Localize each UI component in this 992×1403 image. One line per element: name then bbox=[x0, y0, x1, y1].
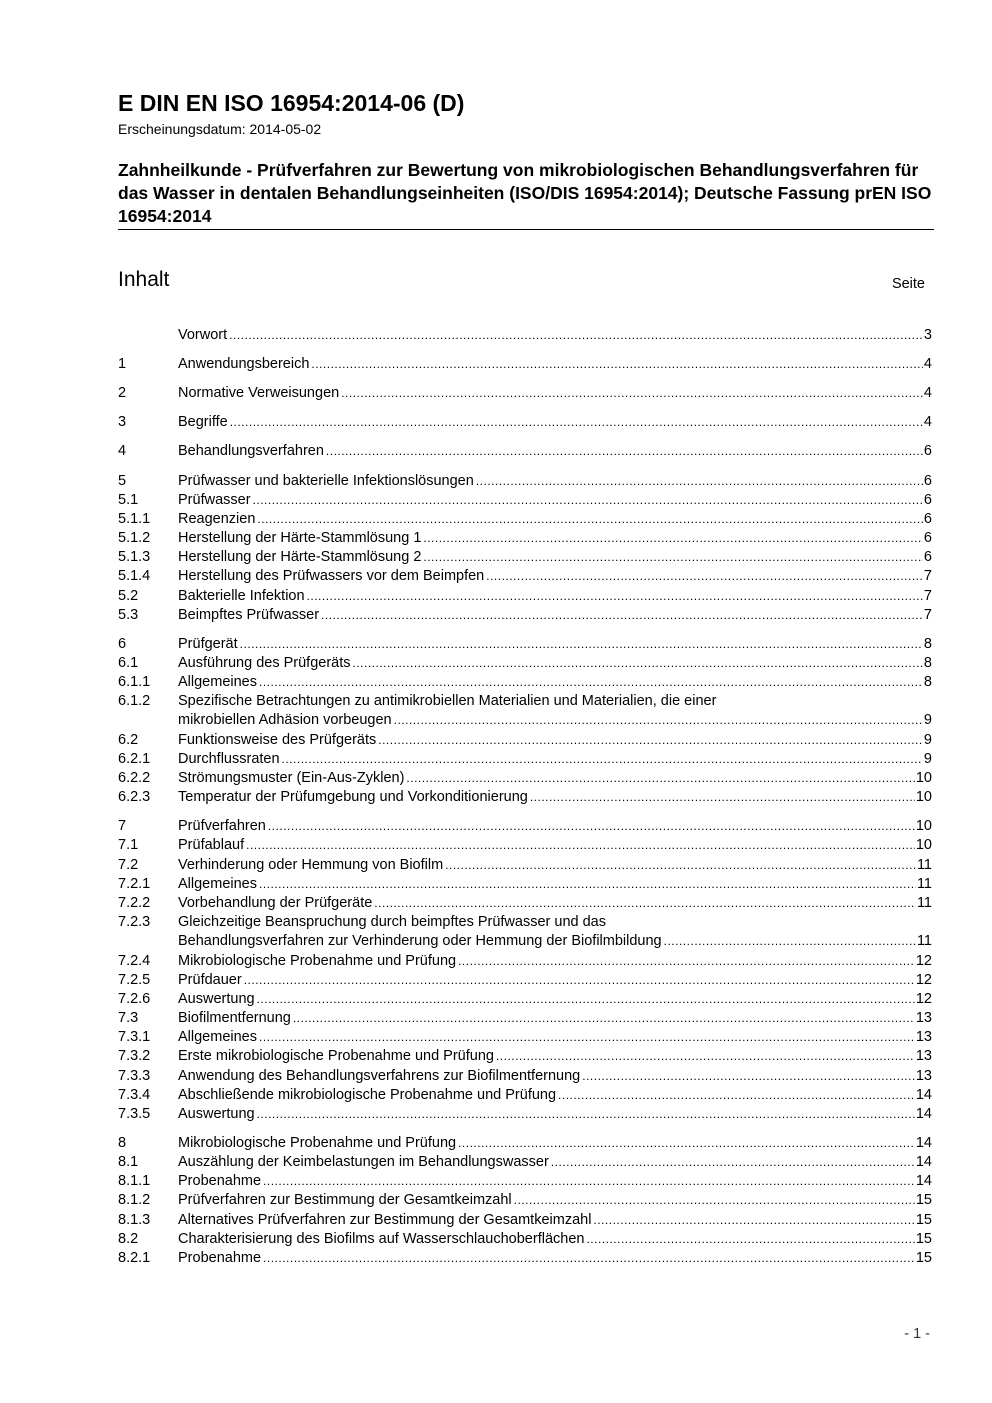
toc-entry[interactable] bbox=[118, 510, 932, 529]
toc-entry-number: 8.2.1 bbox=[118, 1250, 151, 1266]
dot-leader bbox=[353, 654, 923, 673]
toc-entry[interactable] bbox=[118, 1191, 932, 1210]
toc-entry-page: 4 bbox=[923, 414, 932, 430]
toc-entry-label: Herstellung der Härte-Stammlösung 1 bbox=[178, 530, 422, 546]
toc-entry-page: 6 bbox=[923, 473, 932, 489]
toc-entry-page: 7 bbox=[923, 588, 932, 604]
toc-entry-number: 7.2.2 bbox=[118, 895, 151, 911]
toc-entry[interactable] bbox=[118, 894, 932, 913]
toc-entry-number: 7.3.2 bbox=[118, 1048, 151, 1064]
toc-entry[interactable] bbox=[118, 548, 932, 567]
toc-entry[interactable] bbox=[118, 1211, 932, 1230]
toc-entry-label-line1: Spezifische Betrachtungen zu antimikrobiellen Materialien und Materialien, die einer bbox=[178, 693, 717, 709]
toc-entry-page: 15 bbox=[915, 1212, 932, 1228]
toc-entry-label: Auswertung bbox=[178, 991, 255, 1007]
dot-leader bbox=[458, 952, 915, 971]
dot-leader bbox=[326, 442, 923, 461]
toc-entry[interactable] bbox=[118, 635, 932, 654]
toc-entry-label: Vorbehandlung der Prüfgeräte bbox=[178, 895, 373, 911]
dot-leader bbox=[253, 491, 923, 510]
toc-entry-page: 9 bbox=[923, 732, 932, 748]
dot-leader bbox=[582, 1067, 915, 1086]
toc-entry-page: 11 bbox=[916, 876, 932, 892]
dot-leader bbox=[282, 750, 923, 769]
toc-entry[interactable] bbox=[118, 788, 932, 807]
dot-leader bbox=[257, 990, 915, 1009]
dot-leader bbox=[458, 1134, 915, 1153]
toc-entry-number: 5.1.2 bbox=[118, 530, 151, 546]
toc-entry-page: 10 bbox=[915, 818, 932, 834]
dot-leader bbox=[341, 384, 923, 403]
toc-entry-number: 3 bbox=[118, 414, 127, 430]
dot-leader bbox=[257, 510, 923, 529]
toc-entry-label: Ausführung des Prüfgeräts bbox=[178, 655, 351, 671]
toc-entry-label: Temperatur der Prüfumgebung und Vorkonditionierung bbox=[178, 789, 528, 805]
toc-entry[interactable] bbox=[118, 326, 932, 345]
page-number: - 1 - bbox=[904, 1326, 930, 1342]
toc-entry-page: 11 bbox=[916, 933, 932, 949]
toc-entry-label: Allgemeines bbox=[178, 1029, 257, 1045]
toc-entry[interactable] bbox=[118, 1009, 932, 1028]
toc-entry-number: 5 bbox=[118, 473, 127, 489]
toc-entry-page: 13 bbox=[915, 1048, 932, 1064]
toc-entry-label: Prüfverfahren bbox=[178, 818, 266, 834]
toc-entry[interactable] bbox=[118, 1230, 932, 1249]
toc-entry-number: 8.1.2 bbox=[118, 1192, 151, 1208]
toc-entry-number: 7.2.5 bbox=[118, 972, 151, 988]
toc-heading: Inhalt bbox=[118, 268, 170, 291]
dot-leader bbox=[321, 606, 923, 625]
toc-entry[interactable] bbox=[118, 587, 932, 606]
toc-entry-number: 8 bbox=[118, 1135, 127, 1151]
toc-entry-page: 14 bbox=[915, 1135, 932, 1151]
document-id: E DIN EN ISO 16954:2014-06 (D) bbox=[118, 90, 465, 116]
toc-entry-label: Bakterielle Infektion bbox=[178, 588, 305, 604]
toc-entry[interactable] bbox=[118, 1105, 932, 1124]
toc-entry[interactable] bbox=[118, 442, 932, 461]
toc-entry-label: Probenahme bbox=[178, 1173, 262, 1189]
toc-entry-number: 7 bbox=[118, 818, 127, 834]
toc-entry-page: 12 bbox=[915, 972, 932, 988]
toc-entry[interactable] bbox=[118, 529, 932, 548]
toc-entry-number: 5.2 bbox=[118, 588, 139, 604]
toc-entry-number: 7.3.5 bbox=[118, 1106, 151, 1122]
dot-leader bbox=[378, 731, 923, 750]
toc-entry-number: 6.2.3 bbox=[118, 789, 151, 805]
toc-entry-page: 15 bbox=[915, 1250, 932, 1266]
toc-entry-page: 8 bbox=[923, 674, 932, 690]
toc-entry-page: 15 bbox=[915, 1192, 932, 1208]
toc-entry-label: Durchflussraten bbox=[178, 751, 280, 767]
toc-entry-page: 15 bbox=[915, 1231, 932, 1247]
toc-entry-label: Mikrobiologische Probenahme und Prüfung bbox=[178, 1135, 457, 1151]
toc-entry-page: 4 bbox=[923, 356, 932, 372]
toc-entry-page: 9 bbox=[923, 712, 932, 728]
dot-leader bbox=[311, 355, 923, 374]
toc-entry-label: Strömungsmuster (Ein-Aus-Zyklen) bbox=[178, 770, 405, 786]
dot-leader bbox=[259, 673, 923, 692]
toc-entry-number: 5.3 bbox=[118, 607, 139, 623]
toc-entry-number: 6.2.2 bbox=[118, 770, 151, 786]
toc-entry-number: 6.1.1 bbox=[118, 674, 151, 690]
toc-entry[interactable] bbox=[118, 491, 932, 510]
toc-entry-page: 6 bbox=[923, 443, 932, 459]
toc-entry-label: Anwendungsbereich bbox=[178, 356, 310, 372]
toc-entry-number: 7.2 bbox=[118, 857, 139, 873]
toc-entry-number: 7.2.6 bbox=[118, 991, 151, 1007]
dot-leader bbox=[586, 1230, 914, 1249]
toc-entry-number: 4 bbox=[118, 443, 127, 459]
toc-entry-number: 8.1 bbox=[118, 1154, 139, 1170]
toc-entry[interactable] bbox=[118, 384, 932, 403]
toc-entry-page: 6 bbox=[923, 530, 932, 546]
toc-entry-number: 7.3.4 bbox=[118, 1087, 151, 1103]
toc-entry-label: Allgemeines bbox=[178, 876, 257, 892]
toc-entry-page: 11 bbox=[916, 857, 932, 873]
dot-leader bbox=[423, 548, 923, 567]
toc-entry-page: 11 bbox=[916, 895, 932, 911]
dot-leader bbox=[293, 1009, 915, 1028]
toc-entry-number: 5.1.1 bbox=[118, 511, 151, 527]
toc-entry[interactable] bbox=[118, 817, 932, 836]
toc-entry-number: 8.1.3 bbox=[118, 1212, 151, 1228]
toc-entry[interactable] bbox=[118, 1067, 932, 1086]
dot-leader bbox=[230, 413, 923, 432]
dot-leader bbox=[374, 894, 916, 913]
toc-entry[interactable] bbox=[118, 875, 932, 894]
toc-entry[interactable] bbox=[118, 673, 932, 692]
toc-entry-label: mikrobiellen Adhäsion vorbeugen bbox=[178, 712, 392, 728]
toc-entry-page: 10 bbox=[915, 789, 932, 805]
toc-entry[interactable] bbox=[118, 1047, 932, 1066]
dot-leader bbox=[445, 856, 916, 875]
toc-entry[interactable] bbox=[118, 1249, 932, 1268]
toc-entry-page: 13 bbox=[915, 1010, 932, 1026]
toc-entry-label: Prüfwasser und bakterielle Infektionslösungen bbox=[178, 473, 474, 489]
toc-entry[interactable] bbox=[118, 606, 932, 625]
toc-entry-label: Reagenzien bbox=[178, 511, 256, 527]
toc-entry-page: 7 bbox=[923, 568, 932, 584]
toc-entry[interactable] bbox=[118, 731, 932, 750]
dot-leader bbox=[244, 971, 915, 990]
toc-entry-label-line1: Gleichzeitige Beanspruchung durch beimpftes Prüfwasser und das bbox=[178, 914, 606, 930]
toc-entry-page: 14 bbox=[915, 1173, 932, 1189]
toc-entry-number: 7.3.1 bbox=[118, 1029, 151, 1045]
dot-leader bbox=[394, 711, 923, 730]
dot-leader bbox=[530, 788, 915, 807]
toc-entry-page: 8 bbox=[923, 636, 932, 652]
toc-entry-page: 14 bbox=[915, 1154, 932, 1170]
toc-entry-number: 7.1 bbox=[118, 837, 139, 853]
dot-leader bbox=[593, 1211, 914, 1230]
toc-entry[interactable] bbox=[118, 1153, 932, 1172]
toc-entry-number: 8.1.1 bbox=[118, 1173, 151, 1189]
dot-leader bbox=[476, 472, 923, 491]
toc-entry-label: Begriffe bbox=[178, 414, 228, 430]
toc-entry[interactable] bbox=[118, 355, 932, 374]
toc-entry-label: Vorwort bbox=[178, 327, 228, 343]
toc-entry-number: 5.1 bbox=[118, 492, 139, 508]
toc-entry[interactable] bbox=[118, 413, 932, 432]
toc-entry-label: Behandlungsverfahren bbox=[178, 443, 324, 459]
toc-entry-number: 6.1 bbox=[118, 655, 139, 671]
toc-entry[interactable] bbox=[118, 971, 932, 990]
toc-entry[interactable] bbox=[118, 567, 932, 586]
toc-entry-number: 7.2.1 bbox=[118, 876, 151, 892]
toc-entry-page: 6 bbox=[923, 549, 932, 565]
toc-entry-number: 7.3.3 bbox=[118, 1068, 151, 1084]
toc-entry[interactable] bbox=[118, 654, 932, 673]
toc-entry-page: 14 bbox=[915, 1106, 932, 1122]
dot-leader bbox=[240, 635, 923, 654]
toc-entry-page: 6 bbox=[923, 492, 932, 508]
toc-entry-number: 5.1.4 bbox=[118, 568, 151, 584]
toc-entry-page: 13 bbox=[915, 1029, 932, 1045]
toc-entry-label: Herstellung der Härte-Stammlösung 2 bbox=[178, 549, 422, 565]
dot-leader bbox=[268, 817, 915, 836]
toc-entry-page: 7 bbox=[923, 607, 932, 623]
toc-entry-label: Anwendung des Behandlungsverfahrens zur Biofilmentfernung bbox=[178, 1068, 581, 1084]
toc-entry-label: Beimpftes Prüfwasser bbox=[178, 607, 320, 623]
dot-leader bbox=[423, 529, 923, 548]
toc-entry-number: 6.2 bbox=[118, 732, 139, 748]
dot-leader bbox=[259, 1028, 915, 1047]
toc-entry-number: 5.1.3 bbox=[118, 549, 151, 565]
toc-entry-number: 6 bbox=[118, 636, 127, 652]
toc-entry-page: 8 bbox=[923, 655, 932, 671]
dot-leader bbox=[246, 836, 915, 855]
toc-entry[interactable] bbox=[118, 769, 932, 788]
toc-entry-label: Prüfgerät bbox=[178, 636, 238, 652]
dot-leader bbox=[496, 1047, 915, 1066]
toc-entry-number: 6.2.1 bbox=[118, 751, 151, 767]
toc-entry-label: Herstellung des Prüfwassers vor dem Beimpfen bbox=[178, 568, 485, 584]
toc-entry-number: 7.2.3 bbox=[118, 914, 151, 930]
publication-date: Erscheinungsdatum: 2014-05-02 bbox=[118, 121, 322, 137]
toc-entry-page: 3 bbox=[923, 327, 932, 343]
toc-entry-number: 6.1.2 bbox=[118, 693, 151, 709]
dot-leader bbox=[263, 1172, 915, 1191]
dot-leader bbox=[263, 1249, 915, 1268]
dot-leader bbox=[664, 932, 916, 951]
toc-entry-label: Prüfverfahren zur Bestimmung der Gesamtkeimzahl bbox=[178, 1192, 512, 1208]
dot-leader bbox=[259, 875, 916, 894]
toc-entry[interactable] bbox=[118, 1086, 932, 1105]
toc-entry[interactable] bbox=[118, 836, 932, 855]
toc-entry[interactable] bbox=[118, 952, 932, 971]
toc-entry-page: 12 bbox=[915, 953, 932, 969]
toc-entry-label: Alternatives Prüfverfahren zur Bestimmung der Gesamtkeimzahl bbox=[178, 1212, 592, 1228]
toc-entry-label: Prüfablauf bbox=[178, 837, 245, 853]
toc-entry-label: Prüfdauer bbox=[178, 972, 242, 988]
toc-entry-page: 6 bbox=[923, 511, 932, 527]
title-divider bbox=[118, 229, 934, 230]
toc-entry-page: 10 bbox=[915, 837, 932, 853]
toc-entry-label: Behandlungsverfahren zur Verhinderung oder Hemmung der Biofilmbildung bbox=[178, 933, 662, 949]
toc-entry-label: Normative Verweisungen bbox=[178, 385, 340, 401]
dot-leader bbox=[307, 587, 923, 606]
toc-entry-label: Prüfwasser bbox=[178, 492, 251, 508]
toc-entry-label: Auswertung bbox=[178, 1106, 255, 1122]
dot-leader bbox=[257, 1105, 915, 1124]
document-title: Zahnheilkunde - Prüfverfahren zur Bewertung von mikrobiologischen Behandlungsverfahren für das Wasser in dentalen Behandlungseinheiten (ISO/DIS 16954:2014); Deutsche Fassung prEN ISO 16954:2014 bbox=[118, 160, 932, 226]
toc-entry-page: 10 bbox=[915, 770, 932, 786]
toc-entry-page: 12 bbox=[915, 991, 932, 1007]
dot-leader bbox=[229, 326, 923, 345]
toc-entry-label: Funktionsweise des Prüfgeräts bbox=[178, 732, 377, 748]
toc-entry[interactable] bbox=[118, 913, 932, 951]
toc-entry-number: 7.3 bbox=[118, 1010, 139, 1026]
toc-entry-label: Erste mikrobiologische Probenahme und Prüfung bbox=[178, 1048, 494, 1064]
toc-entry[interactable] bbox=[118, 472, 932, 491]
toc-entry-page: 9 bbox=[923, 751, 932, 767]
toc-entry-page: 14 bbox=[915, 1087, 932, 1103]
toc-entry-number: 7.2.4 bbox=[118, 953, 151, 969]
toc-entry-label: Mikrobiologische Probenahme und Prüfung bbox=[178, 953, 457, 969]
dot-leader bbox=[486, 567, 923, 586]
toc-entry-page: 4 bbox=[923, 385, 932, 401]
toc-entry-label: Auszählung der Keimbelastungen im Behandlungswasser bbox=[178, 1154, 549, 1170]
toc-entry[interactable] bbox=[118, 1172, 932, 1191]
toc-page-column-label: Seite bbox=[891, 276, 925, 292]
toc-entry-label: Biofilmentfernung bbox=[178, 1010, 291, 1026]
dot-leader bbox=[551, 1153, 915, 1172]
toc-entry-number: 2 bbox=[118, 385, 127, 401]
toc-entry[interactable] bbox=[118, 750, 932, 769]
toc-entry-number: 1 bbox=[118, 356, 127, 372]
toc-entry-label: Charakterisierung des Biofilms auf Wasserschlauchoberflächen bbox=[178, 1231, 585, 1247]
toc-entry-label: Allgemeines bbox=[178, 674, 257, 690]
dot-leader bbox=[514, 1191, 915, 1210]
toc-entry[interactable] bbox=[118, 1134, 932, 1153]
toc-entry-label: Probenahme bbox=[178, 1250, 262, 1266]
toc-entry-number: 8.2 bbox=[118, 1231, 139, 1247]
dot-leader bbox=[406, 769, 914, 788]
toc-entry[interactable] bbox=[118, 1028, 932, 1047]
toc-entry[interactable] bbox=[118, 856, 932, 875]
toc-entry[interactable] bbox=[118, 692, 932, 730]
dot-leader bbox=[558, 1086, 915, 1105]
toc-entry-label: Verhinderung oder Hemmung von Biofilm bbox=[178, 857, 444, 873]
toc-entry-page: 13 bbox=[915, 1068, 932, 1084]
toc-entry-label: Abschließende mikrobiologische Probenahme und Prüfung bbox=[178, 1087, 557, 1103]
toc-entry[interactable] bbox=[118, 990, 932, 1009]
